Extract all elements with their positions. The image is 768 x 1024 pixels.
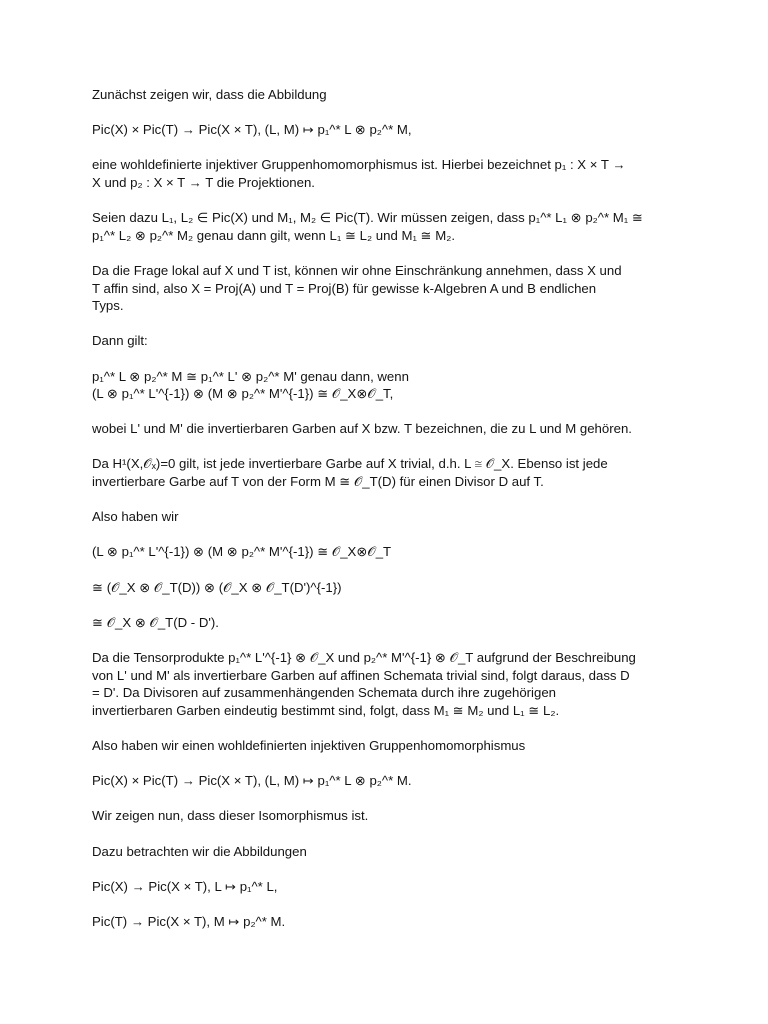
paragraph-isomorphism: Wir zeigen nun, dass dieser Isomorphismus ist. (92, 808, 369, 824)
formula-map-x: Pic(X) → Pic(X × T), L ↦ p₁^* L, (92, 878, 278, 894)
formula-map-t: Pic(T) → Pic(X × T), M ↦ p₂^* M. (92, 913, 286, 929)
formula-step-3: ≅ 𝒪_X ⊗ 𝒪_T(D - D'). (92, 614, 219, 630)
paragraph-where: wobei L' und M' die invertierbaren Garben auf X bzw. T bezeichnen, die zu L und M gehören. (92, 421, 632, 437)
formula-step-1: (L ⊗ p₁^* L'^{-1}) ⊗ (M ⊗ p₂^* M'^{-1}) ≅ 𝒪_X⊗𝒪_T (92, 544, 392, 560)
document-body (92, 86, 682, 948)
paragraph-cohomology: Da H¹(X,𝒪ₓ)=0 gilt, ist jede invertierbare Garbe auf X trivial, d.h. L ≅ 𝒪_X. Ebenso ist jede invertierbare Garbe auf T von der Form M ≅ 𝒪_T(D) für einen Divisor D auf T. (92, 456, 608, 490)
paragraph-consider-maps: Dazu betrachten wir die Abbildungen (92, 843, 307, 859)
paragraph-setup: Seien dazu L₁, L₂ ∈ Pic(X) und M₁, M₂ ∈ Pic(T). Wir müssen zeigen, dass p₁^* L₁ ⊗ p₂^* M₁ ≅ p₁^* L₂ ⊗ p₂^* M₂ genau dann gilt, wenn L₁ ≅ L₂ und M₁ ≅ M₂. (92, 210, 643, 243)
formula-step-2: ≅ (𝒪_X ⊗ 𝒪_T(D)) ⊗ (𝒪_X ⊗ 𝒪_T(D')^{-1}) (92, 579, 342, 595)
paragraph-thus: Also haben wir (92, 509, 179, 525)
formula-equivalence: p₁^* L ⊗ p₂^* M ≅ p₁^* L' ⊗ p₂^* M' genau dann, wenn (L ⊗ p₁^* L'^{-1}) ⊗ (M ⊗ p₂^* M'^{-1}) ≅ 𝒪_X⊗𝒪_T, (92, 368, 409, 402)
paragraph-local-reduction: Da die Frage lokal auf X und T ist, können wir ohne Einschränkung annehmen, dass X und T affin sind, also X = Proj(A) und T = Proj(B) für gewisse k-Algebren A und B endlichen Typs. (92, 262, 622, 314)
paragraph-projections: eine wohldefinierte injektiver Gruppenhomomorphismus ist. Hierbei bezeichnet p₁ : X × T → X und p₂ : X × T → T die Projektionen. (92, 157, 626, 190)
paragraph-tensor-products: Da die Tensorprodukte p₁^* L'^{-1} ⊗ 𝒪_X und p₂^* M'^{-1} ⊗ 𝒪_T aufgrund der Beschreibung von L' und M' als invertierbare Garben auf affinen Schemata trivial sind, folgt daraus, dass D = D'. Da Divisoren auf zusammenhängenden Schemata durch ihre zugehörigen invertierbaren Garben eindeutig bestimmt sind, folgt, dass M₁ ≅ M₂ und L₁ ≅ L₂. (92, 650, 636, 718)
paragraph-then: Dann gilt: (92, 333, 148, 349)
formula-homomorphism: Pic(X) × Pic(T) → Pic(X × T), (L, M) ↦ p₁^* L ⊗ p₂^* M. (92, 773, 412, 789)
paragraph-conclusion: Also haben wir einen wohldefinierten injektiven Gruppenhomomorphismus (92, 737, 526, 753)
paragraph-intro: Zunächst zeigen wir, dass die Abbildung (92, 87, 327, 102)
formula-map-definition: Pic(X) × Pic(T) → Pic(X × T), (L, M) ↦ p₁^* L ⊗ p₂^* M, (92, 122, 412, 138)
